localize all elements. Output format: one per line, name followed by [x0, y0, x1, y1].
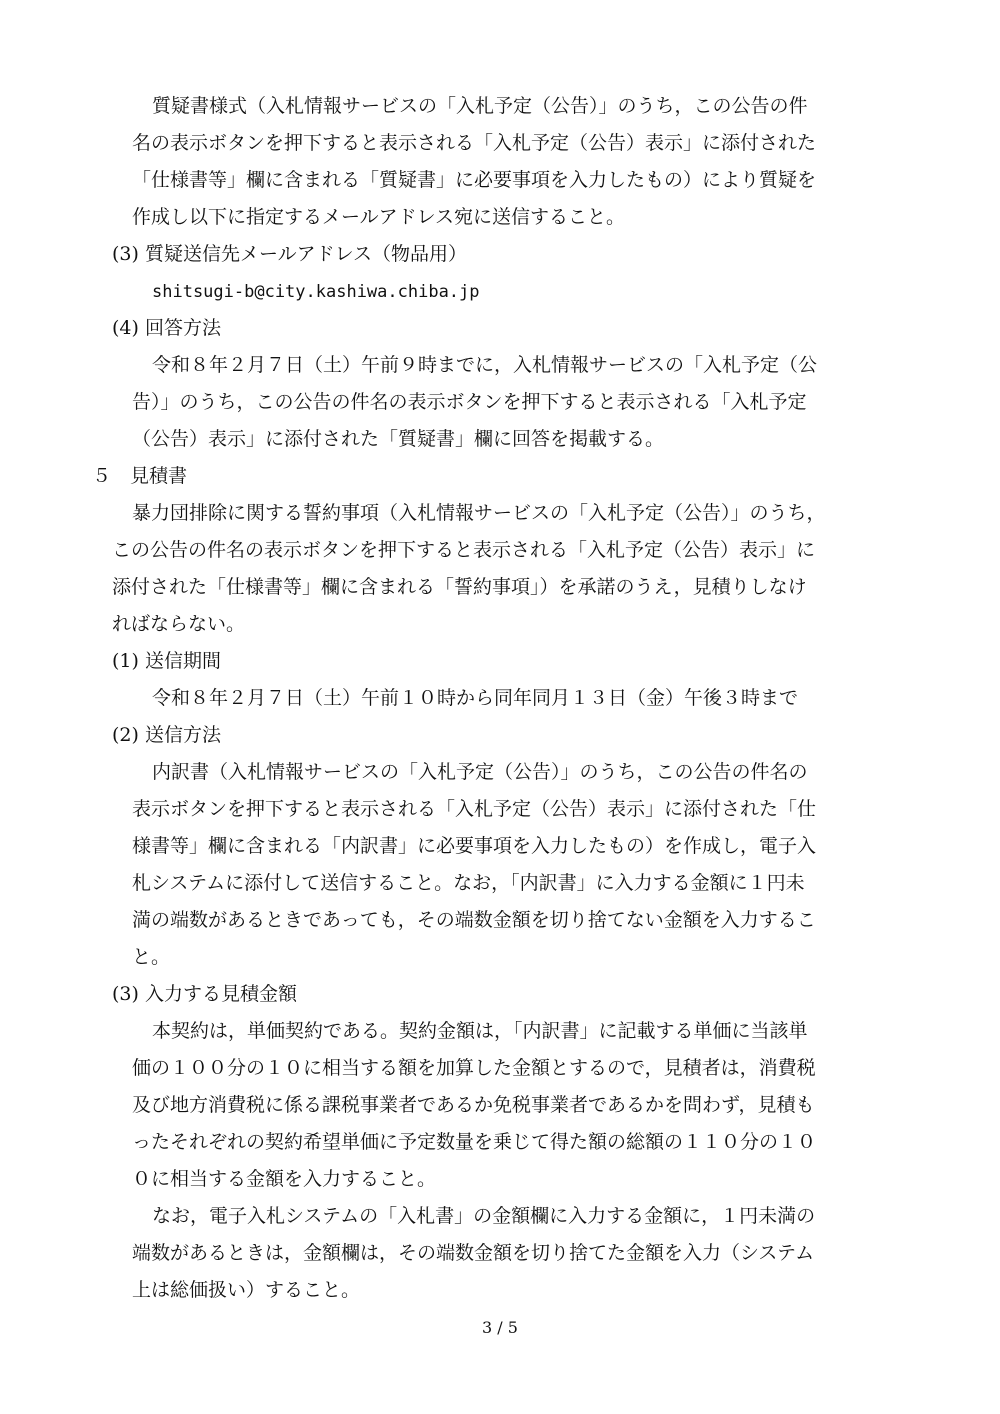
text-line: 本契約は，単価契約である。契約金額は，「内訳書」に記載する単価に当該単 — [152, 1020, 808, 1042]
text-line: 札システムに添付して送信すること。なお，「内訳書」に入力する金額に１円未 — [132, 872, 805, 894]
text-line: 価の１００分の１０に相当する額を加算した金額とするので，見積者は，消費税 — [132, 1057, 816, 1079]
text-line: ったそれぞれの契約希望単価に予定数量を乗じて得た額の総額の１１０分の１０ — [132, 1131, 817, 1153]
section-heading: (3) 入力する見積金額 — [112, 983, 297, 1005]
text-line: 内訳書（入札情報サービスの「入札予定（公告）」のうち，この公告の件名の — [152, 761, 808, 783]
text-line: 質疑書様式（入札情報サービスの「入札予定（公告）」のうち，この公告の件 — [152, 95, 808, 117]
text-line: 満の端数があるときであっても，その端数金額を切り捨てない金額を入力するこ — [132, 909, 816, 931]
text-line: 上は総価扱い）すること。 — [132, 1279, 361, 1301]
text-line: 令和８年２月７日（土）午前９時までに，入札情報サービスの「入札予定（公 — [152, 354, 818, 376]
text-line: ればならない。 — [112, 613, 246, 635]
email-address: shitsugi-b@city.kashiwa.chiba.jp — [152, 282, 480, 302]
text-line: 表示ボタンを押下すると表示される「入札予定（公告）表示」に添付された「仕 — [132, 798, 817, 820]
text-line: 令和８年２月７日（土）午前１０時から同年同月１３日（金）午後３時まで — [152, 687, 799, 709]
text-line: 暴力団排除に関する誓約事項（入札情報サービスの「入札予定（公告）」のうち， — [132, 502, 826, 524]
text-line: 名の表示ボタンを押下すると表示される「入札予定（公告）表示」に添付された — [132, 132, 817, 154]
section-heading: (3) 質疑送信先メールアドレス（物品用） — [112, 243, 468, 265]
text-line: （公告）表示」に添付された「質疑書」欄に回答を掲載する。 — [132, 428, 665, 450]
text-line: ０に相当する金額を入力すること。 — [132, 1168, 437, 1190]
text-line: 告）」のうち，この公告の件名の表示ボタンを押下すると表示される「入札予定 — [132, 391, 807, 413]
text-line: 作成し以下に指定するメールアドレス宛に送信すること。 — [132, 206, 626, 228]
section-heading: (4) 回答方法 — [112, 317, 221, 339]
section-heading: ５ 見積書 — [92, 465, 188, 487]
text-line: 「仕様書等」欄に含まれる「質疑書」に必要事項を入力したもの）により質疑を — [132, 169, 817, 191]
text-line: と。 — [132, 946, 171, 968]
text-line: 様書等」欄に含まれる「内訳書」に必要事項を入力したもの）を作成し，電子入 — [132, 835, 817, 857]
text-line: この公告の件名の表示ボタンを押下すると表示される「入札予定（公告）表示」に — [112, 539, 816, 561]
text-line: 端数があるときは，金額欄は，その端数金額を切り捨てた金額を入力（システム — [132, 1242, 815, 1264]
text-line: 添付された「仕様書等」欄に含まれる「誓約事項」）を承諾のうえ，見積りしなけ — [112, 576, 807, 598]
section-heading: (1) 送信期間 — [112, 650, 221, 672]
text-line: 及び地方消費税に係る課税事業者であるか免税事業者であるかを問わず，見積も — [132, 1094, 815, 1116]
page-number: 3 / 5 — [482, 1318, 518, 1337]
section-heading: (2) 送信方法 — [112, 724, 221, 746]
text-line: なお，電子入札システムの「入札書」の金額欄に入力する金額に，１円未満の — [152, 1205, 816, 1227]
